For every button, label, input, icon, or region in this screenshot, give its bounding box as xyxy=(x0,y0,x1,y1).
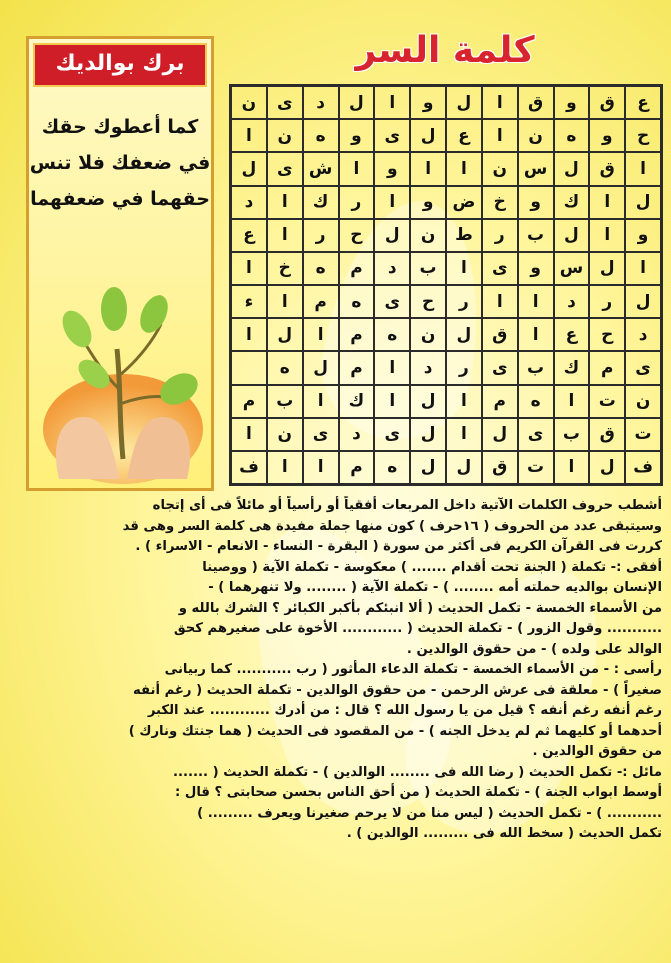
grid-cell[interactable]: ق xyxy=(518,86,554,119)
panel-line: حقهما في ضعفهما xyxy=(30,188,210,210)
grid-cell[interactable]: ع xyxy=(446,119,482,152)
instructions-text xyxy=(22,496,662,956)
grid-cell[interactable]: ت xyxy=(625,418,661,451)
grid-cell[interactable]: د xyxy=(374,252,410,285)
grid-cell[interactable]: ل xyxy=(554,219,590,252)
grid-cell[interactable]: م xyxy=(339,318,375,351)
grid-cell[interactable]: ا xyxy=(625,252,661,285)
instruction-line: تكمل الحديث ( سخط الله فى ......... الوالدين ) . xyxy=(346,826,662,841)
grid-cell[interactable]: م xyxy=(339,351,375,384)
grid-cell[interactable]: ل xyxy=(267,318,303,351)
grid-cell[interactable]: ل xyxy=(554,152,590,185)
grid-cell[interactable]: ل xyxy=(374,219,410,252)
grid-cell[interactable]: س xyxy=(518,152,554,185)
grid-cell[interactable]: ى xyxy=(267,86,303,119)
grid-cell[interactable]: ا xyxy=(231,252,267,285)
grid-cell[interactable]: ح xyxy=(410,285,446,318)
instruction-line: أفقى :- تكملة ( الجنة تحت أقدام ....... ) معكوسة - تكملة الآية ( ووصينا xyxy=(202,559,662,575)
grid-cell[interactable]: ب xyxy=(410,252,446,285)
word-search-grid xyxy=(229,84,663,486)
grid-cell[interactable]: ك xyxy=(554,186,590,219)
instruction-line: صغيراً ) - معلقة فى عرش الرحمن - من حقوق الوالدين - تكملة الحديث ( رغم أنفه xyxy=(133,682,662,698)
grid-cell[interactable]: و xyxy=(410,186,446,219)
grid-cell[interactable]: ل xyxy=(446,318,482,351)
grid-cell[interactable]: ف xyxy=(625,451,661,484)
grid-cell[interactable]: ى xyxy=(374,418,410,451)
grid-cell[interactable]: ت xyxy=(518,451,554,484)
grid-cell[interactable]: ا xyxy=(339,152,375,185)
grid-cell[interactable]: ل xyxy=(589,451,625,484)
grid-cell[interactable]: د xyxy=(410,351,446,384)
panel-text xyxy=(29,109,211,217)
grid-cell[interactable]: ل xyxy=(339,86,375,119)
grid-cell[interactable]: ض xyxy=(446,186,482,219)
grid-cell[interactable]: ا xyxy=(303,451,339,484)
grid-cell[interactable]: ا xyxy=(589,219,625,252)
grid-cell[interactable]: د xyxy=(554,285,590,318)
grid-cell[interactable]: د xyxy=(303,86,339,119)
instruction-line: مائل :- تكمل الحديث ( رضا الله فى ........ الوالدين ) - تكملة الحديث ( ....... xyxy=(172,764,662,780)
panel-line: في ضعفك فلا تنس xyxy=(29,152,211,174)
grid-cell[interactable]: و xyxy=(518,252,554,285)
grid-cell[interactable]: ا xyxy=(374,86,410,119)
grid-cell[interactable]: ر xyxy=(482,219,518,252)
grid-cell[interactable]: و xyxy=(554,86,590,119)
grid-cell[interactable]: ى xyxy=(518,418,554,451)
grid-cell[interactable]: ا xyxy=(446,418,482,451)
grid-cell[interactable]: ق xyxy=(589,86,625,119)
instruction-line: كررت فى القرآن الكريم فى أكثر من سورة ( البقرة - النساء - الانعام - الاسراء ) . xyxy=(135,539,662,554)
grid-cell[interactable]: ا xyxy=(446,385,482,418)
grid-cell[interactable]: د xyxy=(231,186,267,219)
grid-cell[interactable]: خ xyxy=(482,186,518,219)
grid-cell[interactable]: م xyxy=(589,351,625,384)
grid-cell[interactable]: م xyxy=(339,451,375,484)
grid-cell[interactable]: ا xyxy=(267,285,303,318)
grid-cell[interactable]: و xyxy=(518,186,554,219)
grid-cell[interactable]: ن xyxy=(267,119,303,152)
grid-cell[interactable]: ا xyxy=(374,385,410,418)
grid-cell[interactable]: ه xyxy=(303,252,339,285)
grid-cell[interactable]: ا xyxy=(267,451,303,484)
grid-cell[interactable]: ه xyxy=(303,119,339,152)
grid-cell[interactable]: ا xyxy=(267,219,303,252)
panel-banner: برك بوالديك xyxy=(33,43,207,87)
grid-cell[interactable]: ع xyxy=(231,219,267,252)
grid-cell[interactable]: ا xyxy=(554,385,590,418)
grid-cell[interactable]: ح xyxy=(339,219,375,252)
grid-cell[interactable]: ب xyxy=(518,351,554,384)
grid-cell[interactable]: ق xyxy=(482,318,518,351)
grid-cell[interactable]: ى xyxy=(267,152,303,185)
grid-cell[interactable]: ى xyxy=(482,351,518,384)
grid-cell[interactable]: ر xyxy=(303,219,339,252)
grid-cell[interactable]: ر xyxy=(339,186,375,219)
grid-cell[interactable]: ا xyxy=(482,285,518,318)
grid-cell[interactable]: ا xyxy=(374,186,410,219)
grid-cell[interactable]: ا xyxy=(554,451,590,484)
grid-cell[interactable]: ى xyxy=(374,119,410,152)
grid-cell[interactable]: ى xyxy=(303,418,339,451)
grid-cell[interactable]: ه xyxy=(518,385,554,418)
instruction-line: أوسط ابواب الجنة ) - تكملة الحديث ( من أحق الناس بحسن صحابتى ؟ قال : xyxy=(175,785,662,800)
grid-cell[interactable]: ا xyxy=(410,152,446,185)
instruction-line: الإنسان بوالديه حملته أمه ........ ) - تكملة الآية ( ........ ولا تنهرهما ) - xyxy=(208,580,662,595)
grid-cell[interactable]: م xyxy=(231,385,267,418)
grid-cell[interactable]: ه xyxy=(374,451,410,484)
grid-cell[interactable]: و xyxy=(374,152,410,185)
grid-cell[interactable]: ب xyxy=(554,418,590,451)
grid-cell[interactable]: ا xyxy=(446,252,482,285)
grid-cell[interactable]: و xyxy=(625,219,661,252)
grid-cell[interactable]: ع xyxy=(554,318,590,351)
grid-cell[interactable]: ر xyxy=(446,285,482,318)
instruction-line: وسيتبقى عدد من الحروف ( ١٦حرف ) كون منها جملة مفيدة هى كلمة السر وهى قد xyxy=(122,518,662,534)
grid-cell[interactable]: ل xyxy=(446,86,482,119)
grid-cell[interactable] xyxy=(231,351,267,384)
grid-cell[interactable]: ب xyxy=(267,385,303,418)
grid-cell[interactable]: ح xyxy=(589,318,625,351)
grid-cell[interactable]: ل xyxy=(446,451,482,484)
grid-cell[interactable]: ا xyxy=(231,418,267,451)
grid-cell[interactable]: ه xyxy=(374,318,410,351)
grid-cell[interactable]: ت xyxy=(589,385,625,418)
instruction-line: أشطب حروف الكلمات الآتية داخل المربعات أفقياً أو رأسياً أو مائلاً فى أى إتجاه xyxy=(152,498,662,513)
grid-cell[interactable]: ل xyxy=(303,351,339,384)
grid-cell[interactable]: ن xyxy=(410,219,446,252)
hands-holding-plant-icon xyxy=(39,279,207,484)
grid-cell[interactable]: ل xyxy=(482,418,518,451)
grid-cell[interactable]: م xyxy=(339,252,375,285)
grid-cell[interactable]: ر xyxy=(446,351,482,384)
grid-cell[interactable]: ا xyxy=(518,318,554,351)
grid-cell[interactable]: خ xyxy=(267,252,303,285)
grid-cell[interactable]: ا xyxy=(446,152,482,185)
grid-cell[interactable]: ا xyxy=(625,152,661,185)
grid-cell[interactable]: ق xyxy=(589,418,625,451)
grid-cell[interactable]: و xyxy=(410,86,446,119)
grid-cell[interactable]: ل xyxy=(410,119,446,152)
instruction-line: ........... ) - تكمل الحديث ( ليس منا من لا يرحم صغيرنا ويعرف ......... ) xyxy=(197,805,662,821)
grid-cell[interactable]: ا xyxy=(267,186,303,219)
grid-cell[interactable]: ا xyxy=(589,186,625,219)
panel-line: كما أعطوك حقك xyxy=(41,116,199,138)
grid-cell[interactable]: م xyxy=(482,385,518,418)
instruction-line: رغم أنفه رغم أنفه ؟ قيل من يا رسول الله ؟ قال : من أدرك ............ عند الكبر xyxy=(147,703,662,718)
grid-cell[interactable]: ك xyxy=(303,186,339,219)
side-panel xyxy=(26,36,214,491)
grid-cell[interactable]: ا xyxy=(482,86,518,119)
instruction-line: الوالد على ولده ) - من حقوق الوالدين . xyxy=(406,641,662,657)
grid-cell[interactable]: ع xyxy=(625,86,661,119)
grid-cell[interactable]: ا xyxy=(231,119,267,152)
instruction-line: رأسى : - من الأسماء الخمسة - تكملة الدعاء المأثور ( رب ........... كما ربيانى xyxy=(164,662,662,677)
grid-cell[interactable]: ق xyxy=(589,152,625,185)
grid-cell[interactable]: و xyxy=(589,119,625,152)
grid-cell[interactable]: ى xyxy=(374,285,410,318)
grid-cell[interactable]: ف xyxy=(231,451,267,484)
grid-cell[interactable]: ا xyxy=(303,385,339,418)
grid-cell[interactable]: ل xyxy=(410,451,446,484)
grid-cell[interactable]: د xyxy=(625,318,661,351)
grid-cell[interactable]: ن xyxy=(410,318,446,351)
page-title: كلمة السر xyxy=(355,30,535,71)
grid-cell[interactable]: ك xyxy=(339,385,375,418)
grid-cell[interactable]: ه xyxy=(339,285,375,318)
instruction-line: من حقوق الوالدين . xyxy=(532,744,662,759)
grid-cell[interactable]: ا xyxy=(374,351,410,384)
grid-cell[interactable]: ك xyxy=(554,351,590,384)
grid-cell[interactable]: ا xyxy=(303,318,339,351)
grid-cell[interactable]: ل xyxy=(410,385,446,418)
grid-cell[interactable]: ل xyxy=(231,152,267,185)
grid-cell[interactable]: ب xyxy=(518,219,554,252)
grid-cell[interactable]: د xyxy=(339,418,375,451)
instruction-line: ........... وقول الزور ) - تكملة الحديث ( ............ الأخوة على صغيرهم كحق xyxy=(173,621,662,636)
grid-cell[interactable]: و xyxy=(339,119,375,152)
grid-cell[interactable]: ه xyxy=(554,119,590,152)
grid-cell[interactable]: ن xyxy=(482,152,518,185)
grid-cell[interactable]: ط xyxy=(446,219,482,252)
grid-cell[interactable]: ن xyxy=(267,418,303,451)
grid-cell[interactable]: ا xyxy=(518,285,554,318)
grid-cell[interactable]: م xyxy=(303,285,339,318)
grid-cell[interactable]: س xyxy=(554,252,590,285)
grid-cell[interactable]: ه xyxy=(267,351,303,384)
instruction-line: أحدهما أو كليهما ثم لم يدخل الجنه ) - من المقصود فى الحديث ( هما جنتك ونارك ) xyxy=(128,723,662,739)
instruction-line: من الأسماء الخمسة - تكمل الحديث ( ألا انبئكم بأكبر الكبائر ؟ الشرك بالله و xyxy=(178,600,662,616)
grid-cell[interactable]: ل xyxy=(625,186,661,219)
grid-cell[interactable]: ن xyxy=(518,119,554,152)
grid-cell[interactable]: ر xyxy=(589,285,625,318)
grid-cell[interactable]: ا xyxy=(231,318,267,351)
grid-cell[interactable]: ى xyxy=(482,252,518,285)
grid-cell[interactable]: ن xyxy=(231,86,267,119)
grid-cell[interactable]: ى xyxy=(625,351,661,384)
grid-cell[interactable]: ل xyxy=(625,285,661,318)
grid-cell[interactable]: ق xyxy=(482,451,518,484)
grid-cell[interactable]: ن xyxy=(625,385,661,418)
grid-cell[interactable]: ء xyxy=(231,285,267,318)
grid-cell[interactable]: ا xyxy=(482,119,518,152)
grid-cell[interactable]: ح xyxy=(625,119,661,152)
grid-cell[interactable]: ل xyxy=(589,252,625,285)
grid-cell[interactable]: ل xyxy=(410,418,446,451)
grid-cell[interactable]: ش xyxy=(303,152,339,185)
